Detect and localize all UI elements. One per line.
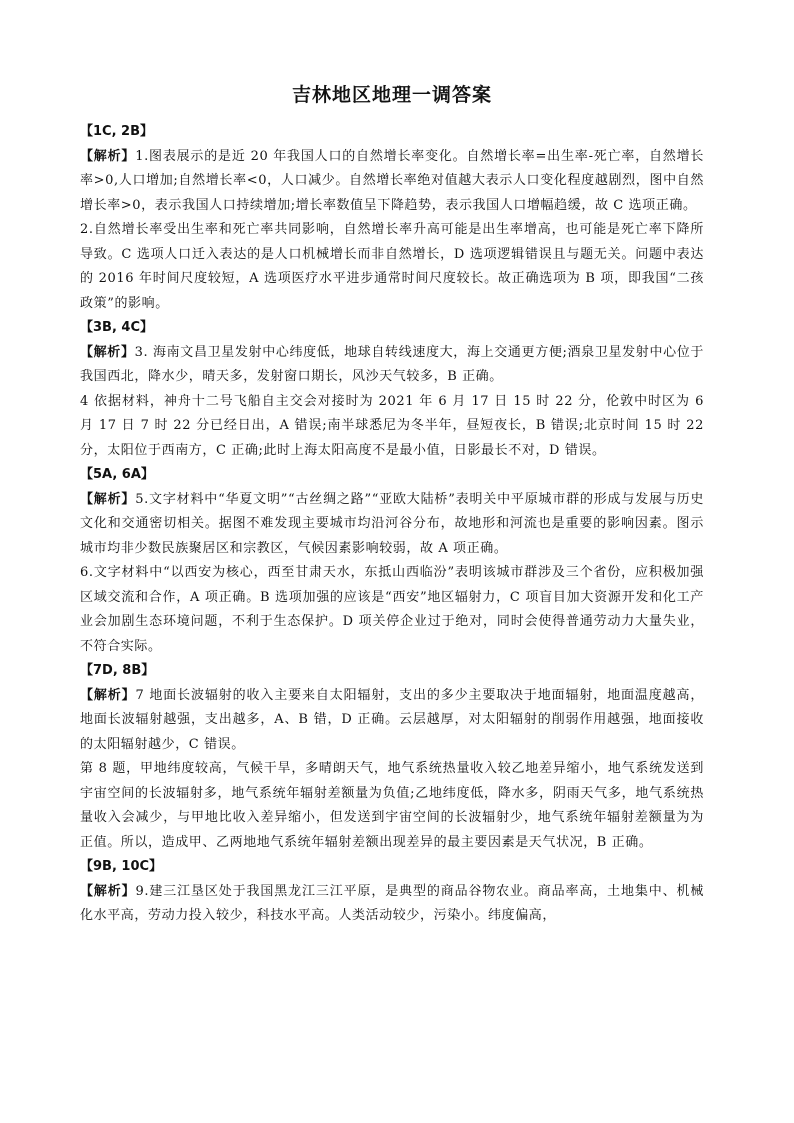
- explanation-text: 6.文字材料中“以西安为核心，西至甘肃天水，东抵山西临汾”表明该城市群涉及三个省份，应积极加强区域交流和合作，A 项正确。B 选项加强的应该是“西安”地区辐射力，C 项盲目加大资源开发和化工产业会加剧生态环境问题，不利于生态保护。D 项关停企业过于绝对，同时会使得普通劳动力大量失业，不符合实际。: [80, 565, 704, 654]
- answer-key-tag: 【1C, 2B】: [80, 124, 154, 139]
- document-body: [80, 120, 704, 929]
- answer-key-tag: 【5A, 6A】: [80, 467, 154, 482]
- explanation-paragraph: [80, 341, 704, 390]
- explanation-paragraph: [80, 390, 704, 464]
- document-title: 吉林地区地理一调答案: [291, 84, 492, 106]
- explanation-text: 7 地面长波辐射的收入主要来自太阳辐射，支出的多少主要取决于地面辐射，地面温度越高，地面长波辐射越强，支出越多，A、B 错，D 正确。云层越厚，对太阳辐射的削弱作用越强，地面接收的太阳辐射越少，C 错误。: [80, 687, 704, 752]
- explanation-paragraph: [80, 218, 704, 316]
- explanation-text: 5.文字材料中“华夏文明”“古丝绸之路”“亚欧大陆桥”表明关中平原城市群的形成与发展与历史文化和交通密切相关。据图不难发现主要城市均沿河谷分布，故地形和河流也是重要的影响因素。图示城市均非少数民族聚居区和宗教区，气候因素影响较弱，故 A 项正确。: [80, 491, 704, 556]
- explanation-paragraph: [80, 684, 704, 758]
- explanation-label: 【解析】: [80, 883, 136, 899]
- answer-key-tag: 【3B, 4C】: [80, 320, 154, 335]
- explanation-paragraph: [80, 145, 704, 219]
- explanation-label: 【解析】: [80, 148, 136, 164]
- explanation-text: 第 8 题，甲地纬度较高，气候干旱，多晴朗天气，地气系统热量收入较乙地差异缩小，地气系统发送到宇宙空间的长波辐射多，地气系统年辐射差额量为负值;乙地纬度低，降水多，阴雨天气多，地气系统热量收入会减少，与甲地比收入差异缩小，但发送到宇宙空间的长波辐射少，地气系统年辐射差额量为为正值。所以，造成甲、乙两地地气系统年辐射差额出现差异的最主要因素是天气状况，B 正确。: [80, 761, 704, 850]
- explanation-text: 9.建三江垦区处于我国黑龙江三江平原，是典型的商品谷物农业。商品率高，土地集中、机械化水平高，劳动力投入较少，科技水平高。人类活动较少，污染小。纬度偏高，: [80, 883, 704, 923]
- explanation-paragraph: [80, 880, 704, 929]
- explanation-paragraph: [80, 561, 704, 659]
- explanation-text: 2.自然增长率受出生率和死亡率共同影响，自然增长率升高可能是出生率增高，也可能是死亡率下降所导致。C 选项人口迁入表达的是人口机械增长而非自然增长，D 选项逻辑错误且与题无关。问题中表达的 2016 年时间尺度较短，A 选项医疗水平进步通常时间尺度较长。故正确选项为 B 项，即我国“二孩政策”的影响。: [80, 222, 704, 311]
- answer-key-tag: 【7D, 8B】: [80, 663, 155, 678]
- explanation-label: 【解析】: [80, 344, 135, 360]
- explanation-text: 3. 海南文昌卫星发射中心纬度低，地球自转线速度大，海上交通更方便;酒泉卫星发射中心位于我国西北，降水少，晴天多，发射窗口期长，风沙天气较多，B 正确。: [80, 344, 704, 384]
- answer-key-tag: 【9B, 10C】: [80, 859, 163, 874]
- explanation-text: 1.图表展示的是近 20 年我国人口的自然增长率变化。自然增长率=出生率-死亡率，自然增长率>0,人口增加;自然增长率<0，人口减少。自然增长率绝对值越大表示人口变化程度越剧烈，图中自然增长率>0，表示我国人口持续增加;增长率数值呈下降趋势，表示我国人口增幅趋缓，故 C 选项正确。: [80, 148, 704, 213]
- explanation-text: 4 依据材料，神舟十二号飞船自主交会对接时为 2021 年 6 月 17 日 15 时 22 分，伦敦中时区为 6 月 17 日 7 时 22 分已经日出，A 错误;南半球悉尼为冬半年，昼短夜长，B 错误;北京时间 15 时 22 分，太阳位于西南方，C 正确;此时上海太阳高度不是最小值，日影最长不对，D 错误。: [80, 393, 704, 458]
- explanation-paragraph: [80, 488, 704, 562]
- explanation-label: 【解析】: [80, 491, 136, 507]
- explanation-label: 【解析】: [80, 687, 136, 703]
- explanation-paragraph: [80, 757, 704, 855]
